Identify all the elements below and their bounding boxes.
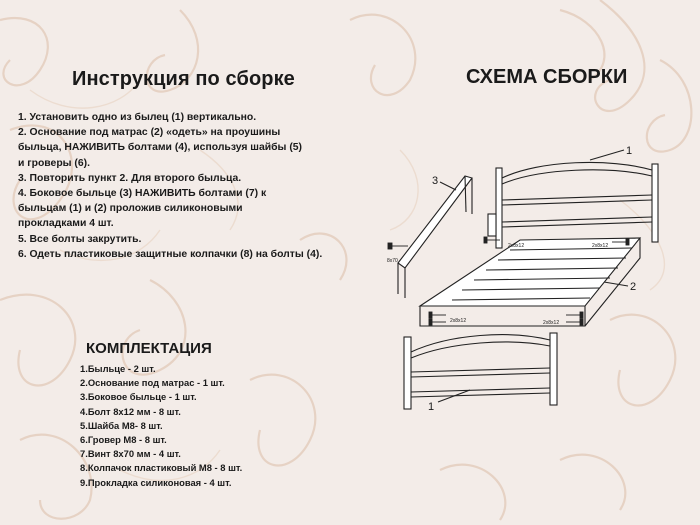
kit-item: 9.Прокладка силиконовая - 4 шт. bbox=[80, 476, 232, 488]
kit-item: 3.Боковое быльце - 1 шт. bbox=[80, 391, 197, 403]
leader-1-top bbox=[590, 150, 624, 160]
instructions-title: Инструкция по сборке bbox=[72, 68, 295, 90]
instruction-line: прокладками 4 шт. bbox=[18, 218, 114, 230]
instruction-line: быльцам (1) и (2) проложив силиконовыми bbox=[18, 203, 243, 215]
leader-2 bbox=[604, 282, 628, 286]
kit-item: 1.Быльце - 2 шт. bbox=[80, 363, 156, 374]
headboard-top bbox=[496, 162, 658, 248]
instruction-line: 3. Повторить пункт 2. Для второго быльца. bbox=[18, 172, 242, 184]
instruction-line: 6. Одеть пластиковые защитные колпачки (8) на болты (4). bbox=[18, 248, 323, 260]
callout-3: 3 bbox=[432, 175, 439, 187]
instruction-line: быльца, НАЖИВИТЬ болтами (4), используя шайбы (5) bbox=[18, 142, 303, 154]
bolt-label-top-right: 2x8x12 bbox=[592, 243, 609, 249]
callout-1-bottom: 1 bbox=[428, 401, 435, 413]
kit-item: 8.Колпачок пластиковый М8 - 8 шт. bbox=[80, 462, 243, 474]
kit-item: 2.Основание под матрас - 1 шт. bbox=[80, 377, 225, 389]
instruction-line: 4. Боковое быльце (3) НАЖИВИТЬ болтами (7) к bbox=[18, 188, 267, 200]
instruction-line: 1. Установить одно из былец (1) вертикально. bbox=[18, 112, 257, 123]
instructions-list bbox=[18, 110, 338, 262]
diagram-title: СХЕМА СБОРКИ bbox=[466, 66, 628, 88]
callout-1-top: 1 bbox=[626, 145, 633, 157]
bolt-label-top-left: 2x8x12 bbox=[508, 243, 525, 249]
headboard-bottom bbox=[404, 333, 557, 409]
kit-item: 6.Гровер М8 - 8 шт. bbox=[80, 434, 167, 446]
leader-3 bbox=[440, 182, 456, 190]
bolt-label-bottom-left: 2x8x12 bbox=[450, 318, 467, 324]
kit-item: 7.Винт 8х70 мм - 4 шт. bbox=[80, 448, 181, 460]
kit-item: 5.Шайба М8- 8 шт. bbox=[80, 419, 163, 431]
callout-2: 2 bbox=[630, 281, 637, 293]
kit-title: КОМПЛЕКТАЦИЯ bbox=[86, 340, 212, 357]
kit-list bbox=[80, 362, 242, 490]
assembly-diagram bbox=[380, 140, 700, 430]
instruction-line: 2. Основание под матрас (2) «одеть» на проушины bbox=[18, 127, 281, 139]
kit-item: 4.Болт 8х12 мм - 8 шт. bbox=[80, 405, 181, 417]
bolt-label-side: 8x70 bbox=[387, 258, 398, 264]
instruction-line: и гроверы (6). bbox=[18, 157, 91, 169]
bolt-label-bottom-right: 2x8x12 bbox=[543, 320, 560, 326]
instruction-line: 5. Все болты закрутить. bbox=[18, 233, 142, 245]
